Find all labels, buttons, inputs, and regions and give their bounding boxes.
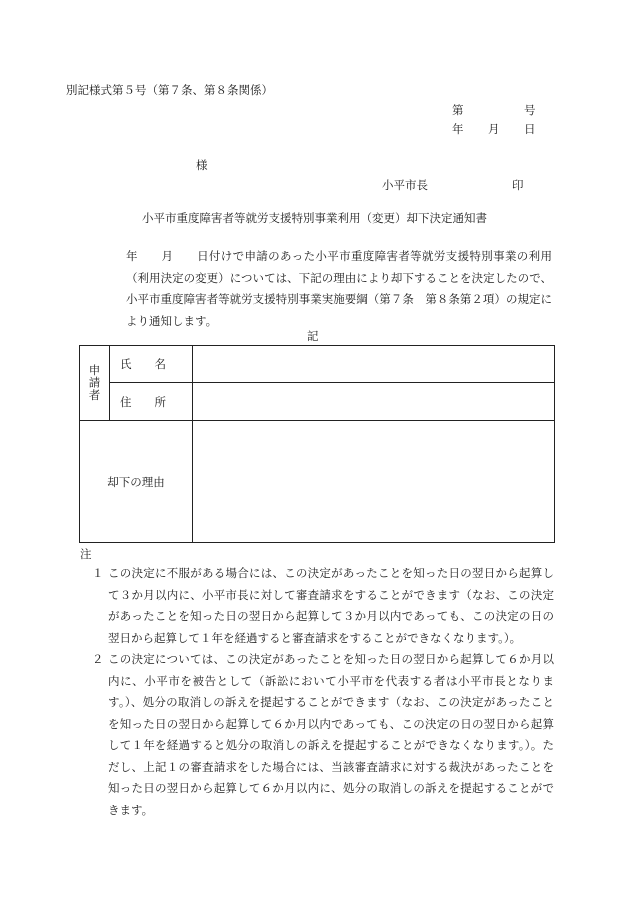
number-prefix: 第 bbox=[452, 103, 464, 117]
reason-label: 却下の理由 bbox=[107, 474, 165, 489]
note-number: ２ bbox=[92, 652, 104, 666]
number-suffix: 号 bbox=[524, 103, 536, 117]
name-value-cell[interactable] bbox=[193, 346, 555, 383]
note-number: １ bbox=[92, 566, 104, 580]
note-item bbox=[80, 563, 554, 649]
notes-section bbox=[80, 545, 554, 821]
date-year: 年 bbox=[452, 122, 464, 136]
address-value-cell[interactable] bbox=[193, 383, 555, 421]
ki-heading: 記 bbox=[307, 329, 319, 343]
name-label: 氏 名 bbox=[120, 357, 166, 371]
date-day: 日 bbox=[524, 122, 536, 136]
date-month: 月 bbox=[488, 122, 500, 136]
applicant-label: 申請者 bbox=[87, 364, 102, 402]
name-label-cell bbox=[110, 346, 193, 383]
details-table bbox=[79, 345, 555, 543]
addressee-suffix: 様 bbox=[196, 158, 208, 172]
issuer-seal: 印 bbox=[512, 178, 524, 192]
issuer-title: 小平市長 bbox=[382, 178, 428, 192]
notes-heading: 注 bbox=[80, 547, 92, 561]
note-text: この決定については、この決定があったことを知った日の翌日から起算して６か月以内に、小平市を被告として（訴訟において小平市を代表する者は小平市長となります。）、処分の取消しの訴えを提起することができます（なお、この決定があったことを知った日の翌日から起算して６か月以内であっても、この決定の日の翌日から起算して１年を経過すると処分の取消しの訴えを提起することができなくなります。）。ただし、上記１の審査請求をした場合には、当該審査請求に対する裁決があったことを知った日の翌日から起算して６か月以内に、処分の取消しの訴えを提起することができます。 bbox=[108, 652, 554, 817]
body-paragraph bbox=[80, 246, 552, 332]
reason-label-cell bbox=[80, 421, 193, 543]
address-label-cell bbox=[110, 383, 193, 421]
body-text: 年 月 日付けで申請のあった小平市重度障害者等就労支援特別事業の利用（利用決定の変更）については、下記の理由により却下することを決定したので、小平市重度障害者等就労支援特別事業実施要綱（第７条 第８条第２項）の規定により通知します。 bbox=[126, 249, 552, 328]
note-text: この決定に不服がある場合には、この決定があったことを知った日の翌日から起算して３か月以内に、小平市長に対して審査請求をすることができます（なお、この決定があったことを知った日の翌日から起算して３か月以内であっても、この決定の日の翌日から起算して１年を経過すると審査請求をすることができなくなります。）。 bbox=[108, 566, 554, 645]
reason-value-cell[interactable] bbox=[193, 421, 555, 543]
document-title: 小平市重度障害者等就労支援特別事業利用（変更）却下決定通知書 bbox=[142, 211, 487, 225]
form-label: 別記様式第５号（第７条、第８条関係） bbox=[66, 83, 273, 97]
applicant-cell bbox=[80, 346, 110, 421]
note-item bbox=[80, 649, 554, 821]
address-label: 住 所 bbox=[120, 394, 166, 409]
